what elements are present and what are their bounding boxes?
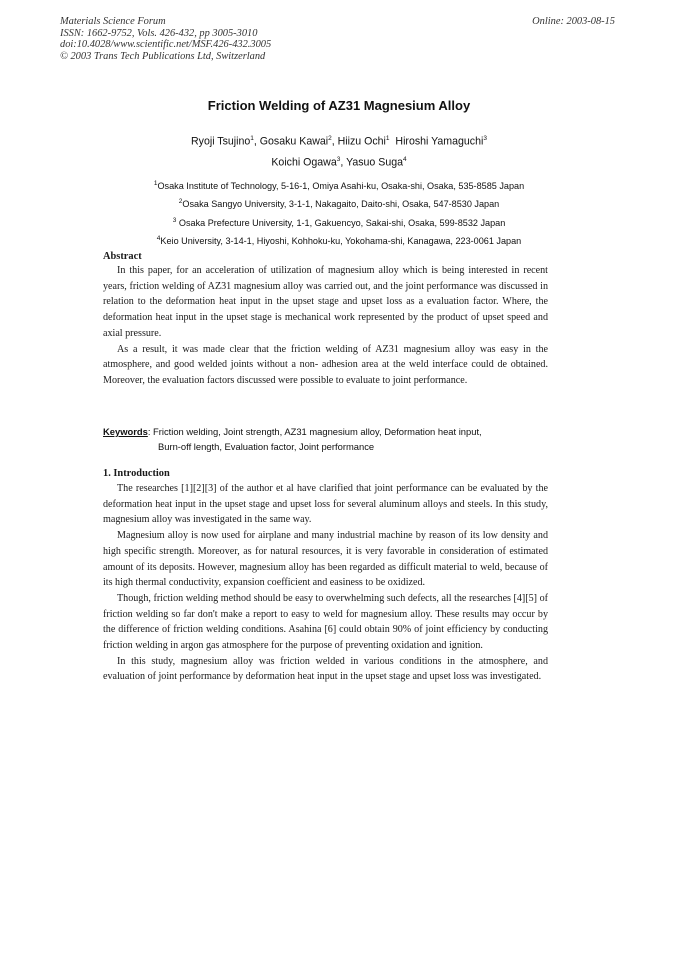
doi-line: doi:10.4028/www.scientific.net/MSF.426-432.3005 — [60, 39, 272, 51]
author-sup: 4 — [403, 155, 407, 163]
keywords-line-1: : Friction welding, Joint strength, AZ31 magnesium alloy, Deformation heat input, — [147, 426, 482, 437]
affiliation-text: Osaka Sangyo University, 3-1-1, Nakagaito, Daito-shi, Osaka, 547-8530 Japan — [182, 199, 500, 210]
journal-header — [60, 16, 271, 62]
author-name: Gosaku Kawai — [259, 135, 329, 148]
abstract-paragraph: As a result, it was made clear that the friction welding of AZ31 magnesium alloy was easy in the atmosphere, and good welded joints without a non- adhesion area at the weld interface could de obtained. Moreover, the evaluation factors discussed were possible to evaluate to joint performance. — [103, 343, 548, 386]
affiliation-list — [0, 176, 678, 249]
author-sup: 2 — [328, 135, 332, 142]
affiliation-text: Osaka Prefecture University, 1-1, Gakuencyo, Sakai-shi, Osaka, 599-8532 Japan — [178, 217, 506, 228]
author-name: Yasuo Suga — [346, 156, 403, 169]
author-name: Ryoji Tsujino — [191, 135, 251, 148]
keywords-line-2: Burn-off length, Evaluation factor, Joint performance — [158, 441, 375, 452]
author-name: Hiroshi Yamaguchi — [395, 135, 484, 148]
affiliation — [0, 213, 678, 231]
introduction-heading: 1. Introduction — [103, 468, 170, 479]
introduction-section — [103, 468, 548, 685]
author-name: Hiizu Ochi — [337, 135, 386, 148]
author-name: Koichi Ogawa — [271, 156, 337, 169]
issn-line: ISSN: 1662-9752, Vols. 426-432, pp 3005-3010 — [60, 27, 258, 39]
affiliation-sup: 1 — [153, 180, 158, 187]
author-sup: 1 — [250, 135, 254, 142]
author-sup: 3 — [336, 155, 341, 163]
introduction-paragraph: In this study, magnesium alloy was friction welded in various conditions in the atmosphere, and evaluation of joint performance by deformation heat input in the upset stage and upset loss was investigated. — [103, 655, 548, 683]
author-sup: 3 — [483, 135, 487, 142]
affiliation-sup: 2 — [178, 198, 183, 206]
affiliation — [0, 176, 678, 194]
abstract-heading: Abstract — [103, 251, 142, 262]
affiliation — [0, 231, 678, 249]
affiliation-text: Keio University, 3-14-1, Hiyoshi, Kohhoku-ku, Yokohama-shi, Kanagawa, 223-0061 Japan — [160, 236, 522, 247]
author-list — [0, 130, 678, 171]
online-date: Online: 2003-08-15 — [532, 16, 615, 27]
copyright-line: © 2003 Trans Tech Publications Ltd, Switzerland — [60, 50, 266, 62]
introduction-paragraph: Magnesium alloy is now used for airplane and many industrial machine by reason of its low density and high specific strength. Moreover, as for natural resources, it is very favorable in consideration of estimated amount of its deposits. However, magnesium alloy has been regarded as difficult material to weld, because of its high thermal conductivity, expansion coefficient and easiness to be oxidized. — [103, 530, 548, 589]
abstract-paragraph: In this paper, for an acceleration of utilization of magnesium alloy which is being interested in recent years, friction welding of AZ31 magnesium alloy was carried out, and the joint performance was discussed in relation to the deformation heat input in the upset stage and upset loss as a evaluation factor. Where, the deformation heat input in the upset stage is mechanical work represented by the product of upset speed and axial pressure. — [103, 265, 548, 339]
keywords-label: Keywords — [103, 426, 148, 437]
author-line-1: Ryoji Tsujino$^1$, Gosaku Kawai$^2$, Hiizu Ochi$^1$ Hiroshi Yamaguchi$^3$ — [191, 135, 487, 148]
author-sup: 1 — [385, 135, 390, 142]
paper-title: Friction Welding of AZ31 Magnesium Alloy — [207, 98, 471, 113]
introduction-paragraph: The researches [1][2][3] of the author et al have clarified that joint performance can be evaluated by the deformation heat input in the upset stage and upset loss for several aluminum alloys and steels. In this study, magnesium alloy was investigated in the same way. — [103, 483, 548, 526]
abstract-section — [103, 251, 548, 389]
affiliation-sup: 4 — [156, 234, 161, 242]
affiliation-text: Osaka Institute of Technology, 5-16-1, Omiya Asahi-ku, Osaka-shi, Osaka, 535-8585 Japan — [157, 181, 525, 192]
introduction-paragraph: Though, friction welding method should be easy to overwhelming such defects, all the researches [4][5] of friction welding so far don't make a report to easy to weld for magnesium alloy. These results may occur by the difference of friction welding conditions. Asahina [6] could obtain 90% of joint efficiency by conducting friction welding in argon gas atmosphere for the purpose of preventing oxidation and ignition. — [103, 592, 548, 652]
affiliation-sup: 3 — [172, 216, 177, 224]
keywords-block — [103, 424, 548, 454]
affiliation — [0, 194, 678, 212]
author-line-2: Koichi Ogawa$^3$, Yasuo Suga$^4$ — [271, 155, 407, 169]
journal-name: Materials Science Forum — [60, 16, 166, 27]
